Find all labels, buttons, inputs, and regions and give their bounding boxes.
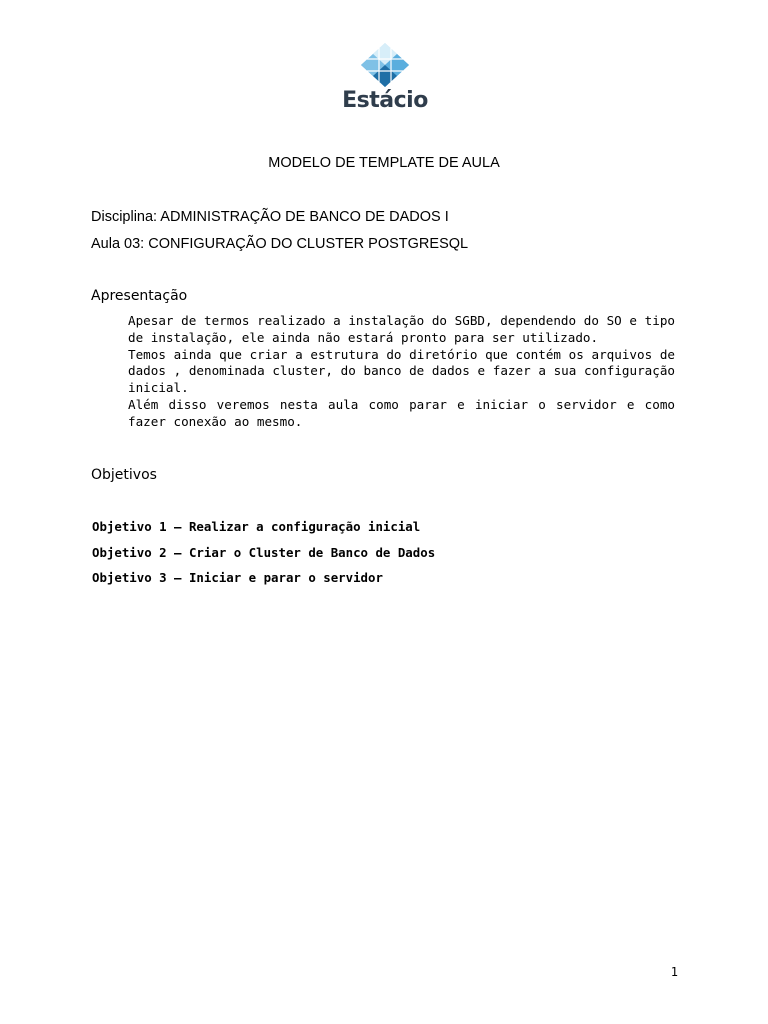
- presentation-paragraph: Temos ainda que criar a estrutura do diretório que contém os arquivos de dados , denominada cluster, do banco de dados e fazer a sua configuração inicial.: [128, 346, 675, 396]
- presentation-paragraph: Apesar de termos realizado a instalação do SGBD, dependendo do SO e tipo de instalação, ele ainda não estará pronto para ser utilizado.: [128, 313, 675, 345]
- page-number: 1: [670, 965, 678, 979]
- presentation-paragraph: Além disso veremos nesta aula como parar e iniciar o servidor e como fazer conexão ao mesmo.: [128, 396, 675, 429]
- lesson-line: Aula 03: CONFIGURAÇÃO DO CLUSTER POSTGRESQL: [91, 236, 469, 252]
- logo-wordmark: Estácio: [342, 88, 428, 113]
- estacio-diamond-logo-icon: [339, 42, 431, 88]
- objectives-heading: Objetivos: [91, 467, 157, 483]
- estacio-logo: [339, 42, 431, 114]
- presentation-body: [128, 313, 675, 431]
- discipline-line: Disciplina: ADMINISTRAÇÃO DE BANCO DE DADOS I: [91, 209, 449, 225]
- document-title: MODELO DE TEMPLATE DE AULA: [268, 155, 500, 171]
- presentation-heading: Apresentação: [91, 288, 188, 304]
- objective-item: Objetivo 3 – Iniciar e parar o servidor: [92, 570, 383, 585]
- objective-item: Objetivo 2 – Criar o Cluster de Banco de Dados: [92, 545, 436, 560]
- objective-item: Objetivo 1 – Realizar a configuração inicial: [92, 519, 421, 534]
